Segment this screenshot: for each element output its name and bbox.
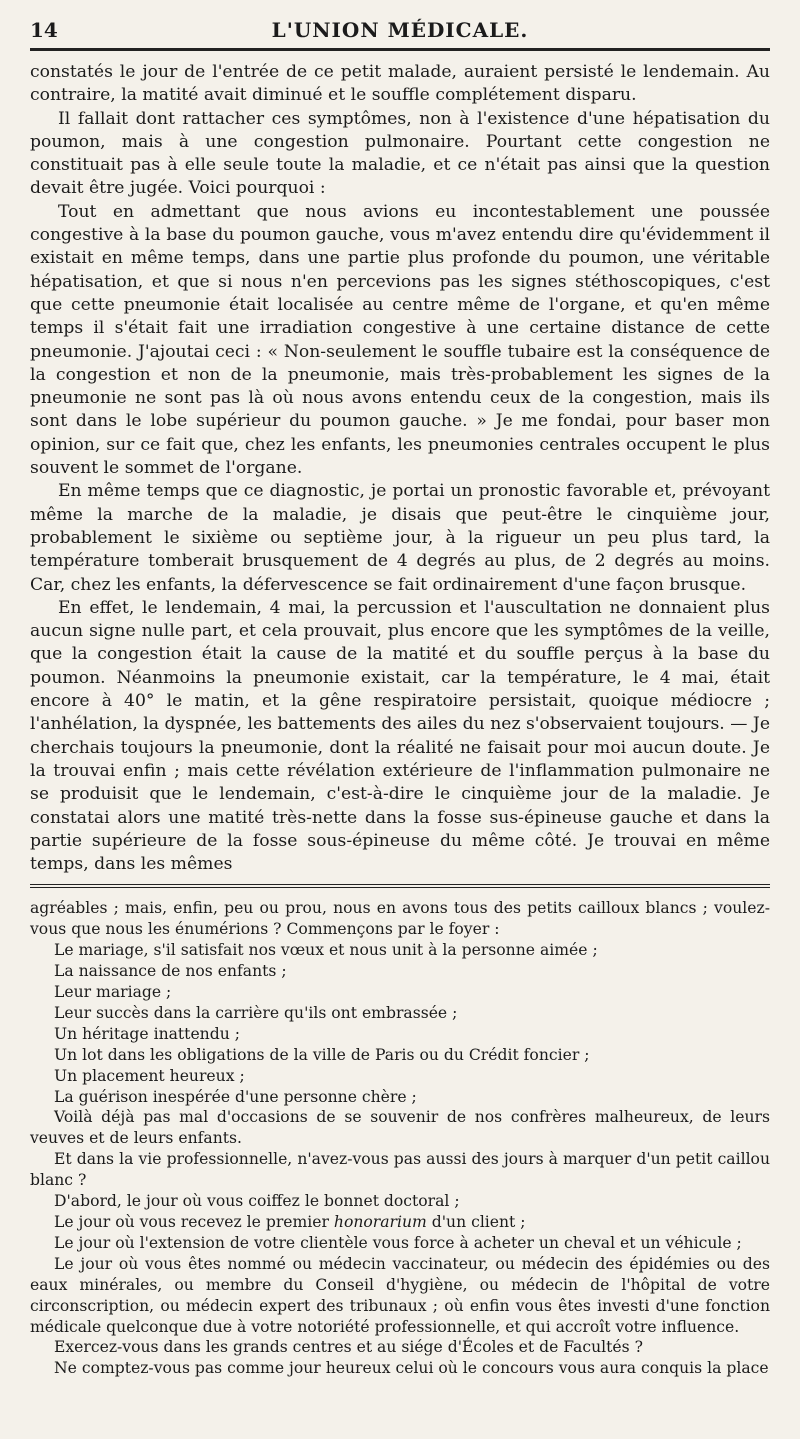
feuilleton-paragraph: Un placement heureux ; xyxy=(54,1066,245,1085)
feuilleton-paragraph: La guérison inespérée d'une personne chère ; xyxy=(54,1087,417,1106)
honorarium-prefix: Le jour où vous recevez le premier xyxy=(54,1212,334,1231)
feuilleton-paragraph: La naissance de nos enfants ; xyxy=(54,962,287,981)
feuilleton-paragraph: Le mariage, s'il satisfait nos vœux et nous unit à la personne aimée ; xyxy=(54,941,598,960)
feuilleton-paragraph: Exercez-vous dans les grands centres et au siége d'Écoles et de Facultés ? xyxy=(54,1338,643,1357)
page-number: 14 xyxy=(30,18,58,42)
article-paragraph: constatés le jour de l'entrée de ce petit malade, auraient persisté le lendemain. Au contraire, la matité avait diminué et le souffle complétement disparu. xyxy=(30,62,770,106)
honorarium-suffix: d'un client ; xyxy=(426,1212,526,1231)
article-paragraph: En effet, le lendemain, 4 mai, la percussion et l'auscultation ne donnaient plus aucun signe nulle part, et cela prouvait, plus encore que les symptômes de la veille, que la congestion était la cause de la matité et du souffle perçus à la base du poumon. Néanmoins la pneumonie existait, car la température, le 4 mai, était encore à 40° le matin, et la gêne respiratoire persistait, quoique médiocre ; l'anhélation, la dyspnée, les battements des ailes du nez s'observaient toujours. — Je cherchais toujours la pneumonie, dont la réalité ne faisait pour moi aucun doute. Je la trouvai enfin ; mais cette révélation extérieure de l'inflammation pulmonaire ne se produisit que le lendemain, c'est-à-dire le cinquième jour de la maladie. Je constatai alors une matité très-nette dans la fosse sus-épineuse gauche et dans la partie supérieure de la fosse sous-épineuse du même côté. Je trouvai en même temps, dans les mêmes xyxy=(30,597,770,875)
feuilleton-paragraph: agréables ; mais, enfin, peu ou prou, nous en avons tous des petits cailloux blancs ; voulez-vous que nous les énumérions ? Commençons par le foyer : xyxy=(30,899,770,939)
feuilleton-paragraph: Ne comptez-vous pas comme jour heureux celui où le concours vous aura conquis la place xyxy=(54,1359,769,1378)
feuilleton-paragraph: Voilà déjà pas mal d'occasions de se souvenir de nos confrères malheureux, de leurs veuves et de leurs enfants. xyxy=(30,1108,770,1148)
feuilleton-body xyxy=(30,898,770,1379)
honorarium-word: honorarium xyxy=(333,1212,427,1231)
feuilleton-paragraph: Et dans la vie professionnelle, n'avez-vous pas aussi des jours à marquer d'un petit caillou blanc ? xyxy=(30,1150,770,1190)
feuilleton-paragraph: Un héritage inattendu ; xyxy=(54,1024,240,1043)
article-paragraph: Tout en admettant que nous avions eu incontestablement une poussée congestive à la base du poumon gauche, vous m'avez entendu dire qu'évidemment il existait en même temps, dans une partie plus profonde du poumon, une véritable hépatisation, et que si nous n'en percevions pas les signes stéthoscopiques, c'est que cette pneumonie était localisée au centre même de l'organe, et qu'en même temps il s'était fait une irradiation congestive à une certaine distance de cette pneumonie. J'ajoutai ceci : « Non-seulement le souffle tubaire est la conséquence de la congestion et non de la pneumonie, mais très-probablement les signes de la pneumonie ne sont pas là où nous avons entendu ceux de la congestion, mais ils sont dans le lobe supérieur du poumon gauche. » Je me fondai, pour baser mon opinion, sur ce fait que, chez les enfants, les pneumonies centrales occupent le plus souvent le sommet de l'organe. xyxy=(30,201,770,479)
article-paragraph: En même temps que ce diagnostic, je portai un pronostic favorable et, prévoyant même la marche de la maladie, je disais que peut-être le cinquième jour, probablement le sixième ou septième jour, à la rigueur un peu plus tard, la température tomberait brusquement de 4 degrés au plus, de 2 degrés au moins. Car, chez les enfants, la défervescence se fait ordinairement d'une façon brusque. xyxy=(30,481,770,595)
feuilleton-paragraph-honorarium xyxy=(30,1212,770,1233)
article-paragraph: Il fallait dont rattacher ces symptômes, non à l'existence d'une hépatisation du poumon, mais à une congestion pulmonaire. Pourtant cette congestion ne constituait pas à elle seule toute la maladie, et ce n'était pas ainsi que la question devait être jugée. Voici pourquoi : xyxy=(30,108,770,199)
feuilleton-paragraph: D'abord, le jour où vous coiffez le bonnet doctoral ; xyxy=(54,1192,460,1211)
feuilleton-paragraph: Leur mariage ; xyxy=(54,983,172,1002)
journal-title: L'UNION MÉDICALE. xyxy=(271,18,529,42)
page-header xyxy=(30,18,770,46)
feuilleton-paragraph: Un lot dans les obligations de la ville de Paris ou du Crédit foncier ; xyxy=(54,1045,590,1064)
feuilleton-separator xyxy=(30,884,770,888)
feuilleton-paragraph: Le jour où vous êtes nommé ou médecin vaccinateur, ou médecin des épidémies ou des eaux minérales, ou membre du Conseil d'hygiène, ou médecin de l'hôpital de votre circonscription, ou médecin expert des tribunaux ; où enfin vous êtes investi d'une fonction médicale quelconque due à votre notoriété professionnelle, et qui accroît votre influence. xyxy=(30,1254,770,1336)
feuilleton-paragraph: Leur succès dans la carrière qu'ils ont embrassée ; xyxy=(54,1003,458,1022)
feuilleton-paragraph: Le jour où l'extension de votre clientèle vous force à acheter un cheval et un véhicule ; xyxy=(54,1233,742,1252)
article-body xyxy=(30,61,770,876)
header-rule xyxy=(30,48,770,51)
